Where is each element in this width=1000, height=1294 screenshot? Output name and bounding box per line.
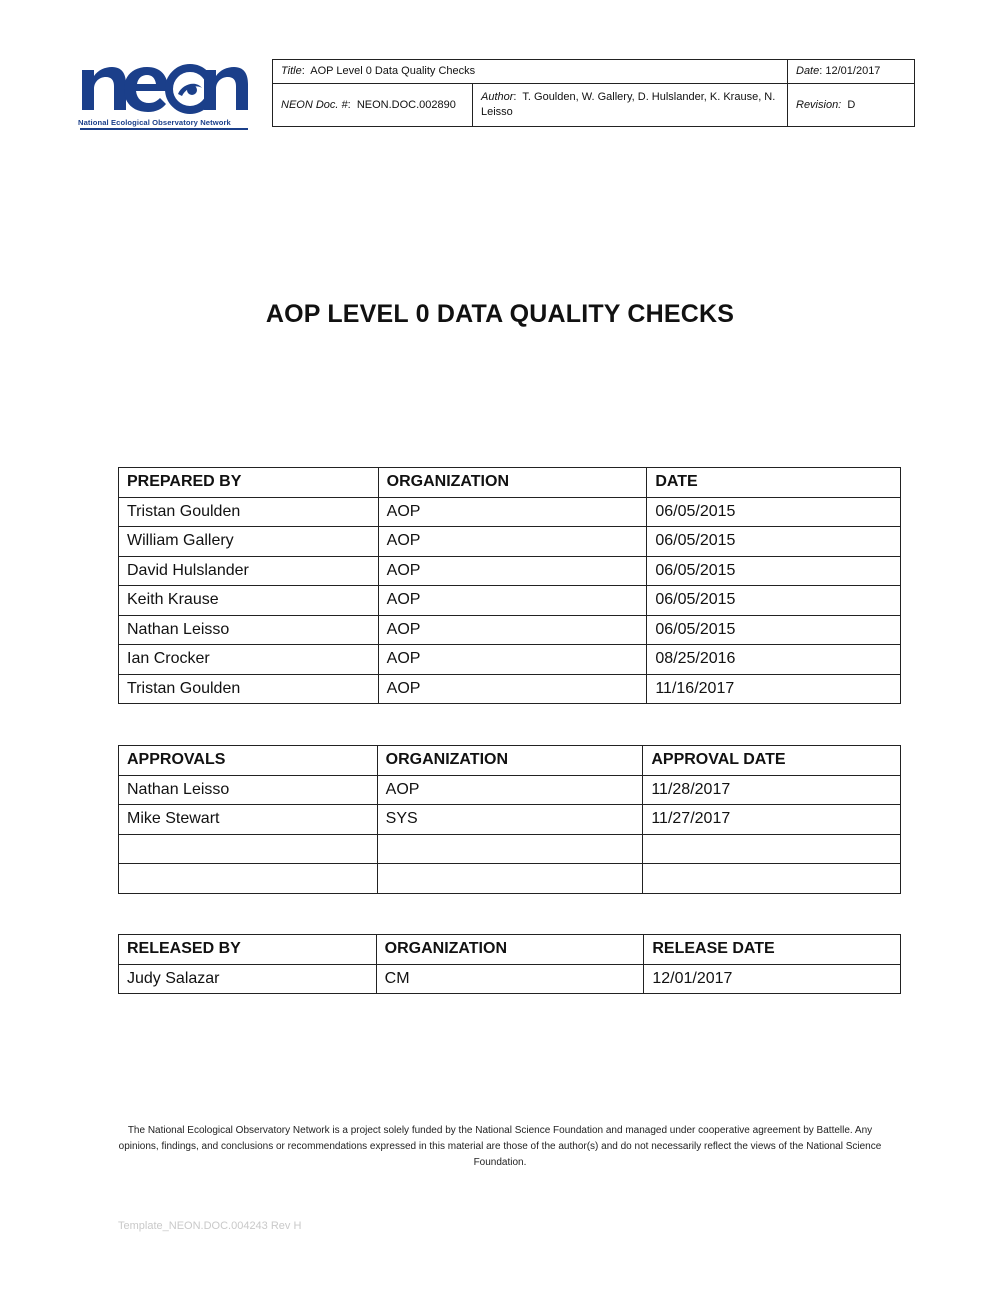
prepared-header-row	[119, 468, 901, 498]
approval-date: 11/27/2017	[643, 805, 901, 835]
approver-name	[119, 864, 378, 894]
approver-org	[377, 864, 643, 894]
preparer-org: AOP	[378, 645, 647, 675]
header-date-cell: Date: 12/01/2017	[788, 60, 915, 84]
neon-logo	[78, 62, 252, 130]
released-by-table	[118, 934, 901, 994]
table-row	[119, 674, 901, 704]
preparer-org: AOP	[378, 615, 647, 645]
approvals-header-date: APPROVAL DATE	[643, 746, 901, 776]
table-row	[119, 645, 901, 675]
released-header-name: RELEASED BY	[119, 935, 377, 965]
approver-name: Mike Stewart	[119, 805, 378, 835]
releaser-org: CM	[376, 964, 644, 994]
date-label: Date	[796, 65, 820, 78]
approver-org	[377, 834, 643, 864]
author-value: T. Goulden, W. Gallery, D. Hulslander, K. Krause, N. Leisso	[481, 91, 776, 119]
document-title: AOP LEVEL 0 DATA QUALITY CHECKS	[265, 300, 735, 328]
header-row-title	[273, 60, 915, 84]
prepared-header-org: ORGANIZATION	[378, 468, 647, 498]
title-label: Title	[281, 65, 302, 78]
table-row	[119, 527, 901, 557]
preparer-date: 06/05/2015	[647, 586, 901, 616]
preparer-date: 06/05/2015	[647, 527, 901, 557]
approver-org: AOP	[377, 775, 643, 805]
document-header-table	[272, 59, 915, 127]
release-date: 12/01/2017	[644, 964, 901, 994]
table-row	[119, 775, 901, 805]
approval-date	[643, 864, 901, 894]
approver-org: SYS	[377, 805, 643, 835]
date-value: 12/01/2017	[825, 65, 881, 78]
table-row	[119, 586, 901, 616]
header-revision-cell	[788, 84, 915, 127]
approvals-header-org: ORGANIZATION	[377, 746, 643, 776]
revision-value: D	[847, 98, 856, 111]
doc-label: NEON Doc. #	[281, 98, 348, 111]
preparer-date: 08/25/2016	[647, 645, 901, 675]
funding-disclaimer: The National Ecological Observatory Network is a project solely funded by the National Science Foundation and managed under cooperative agreement by Battelle. Any opinions, findings, and conclusions or recommendations expressed in this material are those of the author(s) and do not necessarily reflect the views of the National Science Foundation.	[118, 1125, 882, 1168]
preparer-name: Ian Crocker	[119, 645, 379, 675]
revision-label: Revision:	[796, 98, 842, 111]
preparer-org: AOP	[378, 527, 647, 557]
table-row	[119, 497, 901, 527]
preparer-org: AOP	[378, 674, 647, 704]
preparer-date: 11/16/2017	[647, 674, 901, 704]
preparer-name: William Gallery	[119, 527, 379, 557]
prepared-header-date: DATE	[647, 468, 901, 498]
table-row	[119, 964, 901, 994]
author-label: Author	[481, 91, 514, 104]
doc-value: NEON.DOC.002890	[356, 98, 456, 111]
preparer-name: Tristan Goulden	[119, 674, 379, 704]
preparer-date: 06/05/2015	[647, 615, 901, 645]
approval-date: 11/28/2017	[643, 775, 901, 805]
logo-underline	[80, 128, 248, 130]
table-row-empty	[119, 834, 901, 864]
preparer-name: David Hulslander	[119, 556, 379, 586]
neon-wordmark-graphic	[78, 62, 252, 114]
released-header-date: RELEASE DATE	[644, 935, 901, 965]
table-row	[119, 556, 901, 586]
preparer-org: AOP	[378, 497, 647, 527]
approver-name: Nathan Leisso	[119, 775, 378, 805]
approvals-header-row	[119, 746, 901, 776]
released-header-row	[119, 935, 901, 965]
preparer-date: 06/05/2015	[647, 497, 901, 527]
preparer-name: Nathan Leisso	[119, 615, 379, 645]
preparer-name: Tristan Goulden	[119, 497, 379, 527]
table-row-empty	[119, 864, 901, 894]
header-row-doc	[273, 84, 915, 127]
prepared-header-name: PREPARED BY	[119, 468, 379, 498]
approvals-table	[118, 745, 901, 894]
preparer-name: Keith Krause	[119, 586, 379, 616]
preparer-org: AOP	[378, 556, 647, 586]
prepared-by-table	[118, 467, 901, 704]
header-title-cell: Title: AOP Level 0 Data Quality Checks	[273, 60, 788, 84]
table-row	[119, 805, 901, 835]
logo-caption: National Ecological Observatory Network	[78, 118, 231, 127]
preparer-date: 06/05/2015	[647, 556, 901, 586]
preparer-org: AOP	[378, 586, 647, 616]
approvals-header-name: APPROVALS	[119, 746, 378, 776]
releaser-name: Judy Salazar	[119, 964, 377, 994]
template-id: Template_NEON.DOC.004243 Rev H	[118, 1220, 302, 1232]
approver-name	[119, 834, 378, 864]
table-row	[119, 615, 901, 645]
approval-date	[643, 834, 901, 864]
title-value: AOP Level 0 Data Quality Checks	[310, 65, 476, 78]
released-header-org: ORGANIZATION	[376, 935, 644, 965]
header-doc-cell: NEON Doc. #: NEON.DOC.002890	[273, 84, 473, 127]
header-author-cell: Author: T. Goulden, W. Gallery, D. Hulslander, K. Krause, N. Leisso	[473, 84, 788, 127]
